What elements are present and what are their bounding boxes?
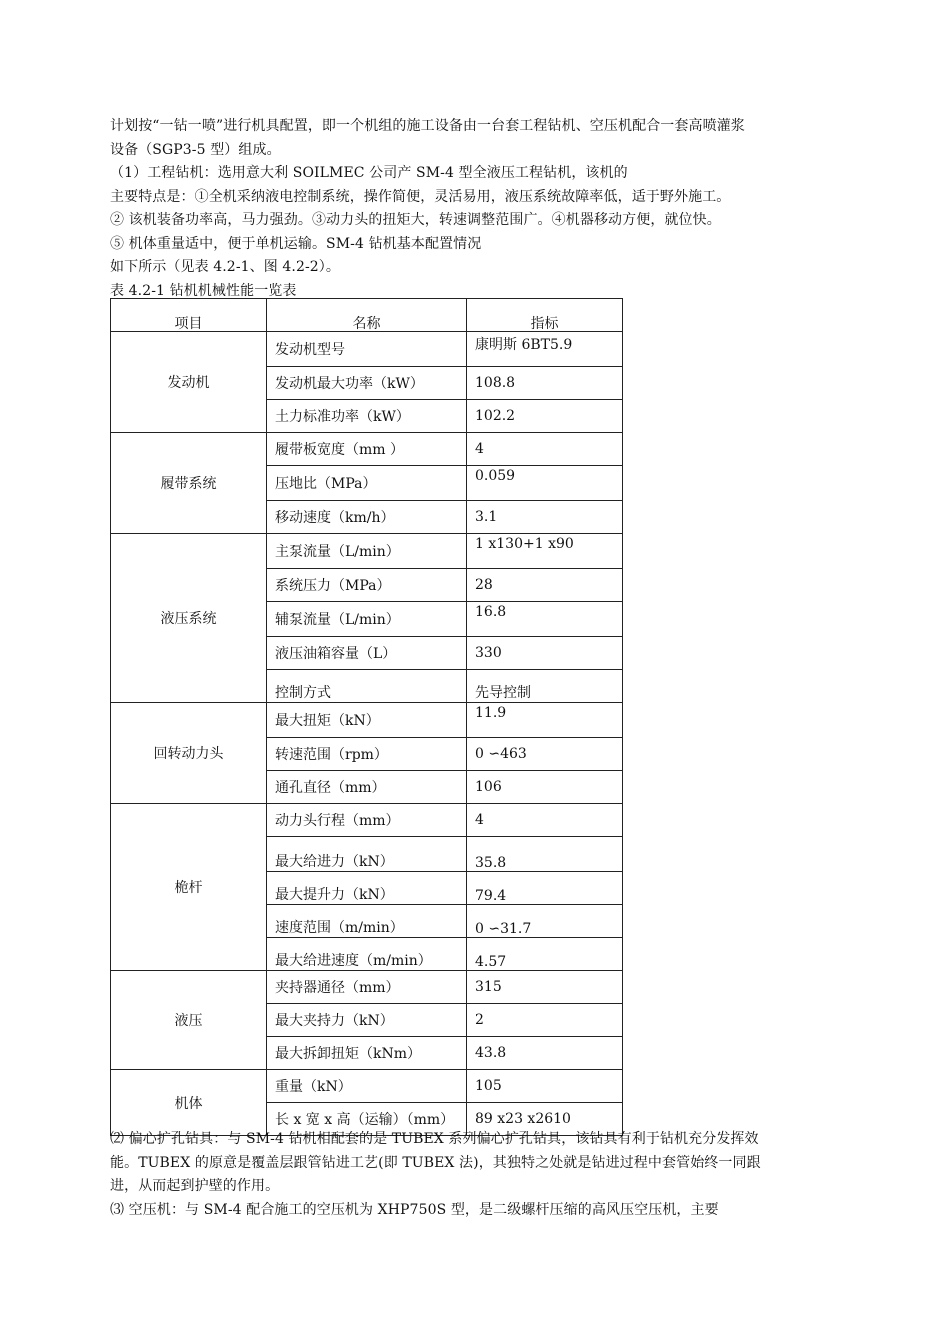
header-name: 名称	[267, 299, 467, 332]
spec-value: 330	[467, 637, 623, 670]
intro-line: 主要特点是：①全机采纳液电控制系统，操作简便，灵活易用，液压系统故障率低，适于野外施工。	[110, 188, 731, 205]
spec-value: 4	[467, 804, 623, 837]
group-cell-engine: 发动机	[111, 332, 267, 433]
spec-name: 重量（kN）	[267, 1070, 467, 1103]
outro-line: 能。TUBEX 的原意是覆盖层跟管钻进工艺(即 TUBEX 法)，其独特之处就是钻进过程中套管始终一同跟	[110, 1154, 761, 1171]
header-item: 项目	[111, 299, 267, 332]
spec-name: 主泵流量（L/min）	[267, 534, 467, 569]
spec-name: 动力头行程（mm）	[267, 804, 467, 837]
table-row	[111, 534, 623, 569]
spec-name: 土力标准功率（kW）	[267, 400, 467, 433]
intro-paragraph	[110, 115, 850, 303]
spec-value: 106	[467, 771, 623, 804]
outro-paragraph	[110, 1128, 850, 1222]
intro-line: ② 该机装备功率高，马力强劲。③动力头的扭矩大，转速调整范围广。④机器移动方便，就位快。	[110, 212, 721, 228]
outro-line: ⑵ 偏心扩孔钻具：与 SM-4 钻机相配套的是 TUBEX 系列偏心扩孔钻具，该钻具有利于钻机充分发挥效	[110, 1131, 759, 1147]
intro-line: 如下所示（见表 4.2-1、图 4.2-2）。	[110, 259, 341, 275]
spec-name: 系统压力（MPa）	[267, 569, 467, 602]
spec-name: 最大夹持力（kN）	[267, 1004, 467, 1037]
spec-name: 最大扭矩（kN）	[267, 703, 467, 738]
spec-name: 最大提升力（kN）	[267, 872, 467, 905]
intro-line: ⑤ 机体重量适中，便于单机运输。SM-4 钻机基本配置情况	[110, 235, 482, 252]
drill-spec-table	[110, 298, 623, 1136]
outro-line: ⑶ 空压机：与 SM-4 配合施工的空压机为 XHP750S 型，是二级螺杆压缩的高风压空压机，主要	[110, 1201, 719, 1218]
intro-line: （1）工程钻机：选用意大利 SOILMEC 公司产 SM-4 型全液压工程钻机，该机的	[110, 165, 628, 181]
spec-name: 控制方式	[267, 670, 467, 703]
spec-value: 1 x130+1 x90	[467, 534, 623, 569]
spec-name: 转速范围（rpm）	[267, 738, 467, 771]
table-row	[111, 1070, 623, 1103]
table-row	[111, 971, 623, 1004]
group-cell-track: 履带系统	[111, 433, 267, 534]
group-cell-body: 机体	[111, 1070, 267, 1136]
spec-value: 16.8	[467, 602, 623, 637]
spec-value: 康明斯 6BT5.9	[467, 332, 623, 367]
spec-value: 0 ∽31.7	[467, 905, 623, 938]
spec-value: 先导控制	[467, 670, 623, 703]
group-cell-rotary-head: 回转动力头	[111, 703, 267, 804]
table-row	[111, 332, 623, 367]
table-header-row	[111, 299, 623, 332]
spec-value: 315	[467, 971, 623, 1004]
spec-value: 11.9	[467, 703, 623, 738]
spec-value: 108.8	[467, 367, 623, 400]
spec-value: 43.8	[467, 1037, 623, 1070]
spec-value: 3.1	[467, 501, 623, 534]
group-cell-hydraulic-system: 液压系统	[111, 534, 267, 703]
spec-name: 夹持器通径（mm）	[267, 971, 467, 1004]
spec-name: 液压油箱容量（L）	[267, 637, 467, 670]
outro-line: 进，从而起到护壁的作用。	[110, 1178, 280, 1194]
group-cell-hydraulic: 液压	[111, 971, 267, 1070]
spec-value: 4	[467, 433, 623, 466]
spec-name: 辅泵流量（L/min）	[267, 602, 467, 637]
spec-value: 35.8	[467, 837, 623, 872]
table-row	[111, 433, 623, 466]
spec-value: 2	[467, 1004, 623, 1037]
spec-name: 发动机型号	[267, 332, 467, 367]
spec-name: 长 x 宽 x 高（运输）（mm）	[267, 1103, 467, 1136]
group-cell-mast: 桅杆	[111, 804, 267, 971]
intro-line: 设备（SGP3-5 型）组成。	[110, 141, 281, 158]
spec-name: 通孔直径（mm）	[267, 771, 467, 804]
spec-name: 压地比（MPa）	[267, 466, 467, 501]
spec-name: 移动速度（km/h）	[267, 501, 467, 534]
table-row	[111, 804, 623, 837]
spec-value: 0.059	[467, 466, 623, 501]
spec-name: 最大给进力（kN）	[267, 837, 467, 872]
spec-value: 28	[467, 569, 623, 602]
spec-value: 105	[467, 1070, 623, 1103]
spec-value: 4.57	[467, 938, 623, 971]
spec-value: 79.4	[467, 872, 623, 905]
table-caption: 表 4.2-1 钻机机械性能一览表	[110, 282, 297, 299]
intro-line: 计划按“一钻一喷”进行机具配置，即一个机组的施工设备由一台套工程钻机、空压机配合一套高喷灌浆	[110, 118, 745, 134]
table-row	[111, 703, 623, 738]
spec-value: 102.2	[467, 400, 623, 433]
spec-name: 最大拆卸扭矩（kNm）	[267, 1037, 467, 1070]
spec-name: 履带板宽度（mm ）	[267, 433, 467, 466]
spec-name: 最大给进速度（m/min）	[267, 938, 467, 971]
spec-name: 发动机最大功率（kW）	[267, 367, 467, 400]
spec-name: 速度范围（m/min）	[267, 905, 467, 938]
header-value: 指标	[467, 299, 623, 332]
spec-value: 89 x23 x2610	[467, 1103, 623, 1136]
spec-value: 0 ∽463	[467, 738, 623, 771]
